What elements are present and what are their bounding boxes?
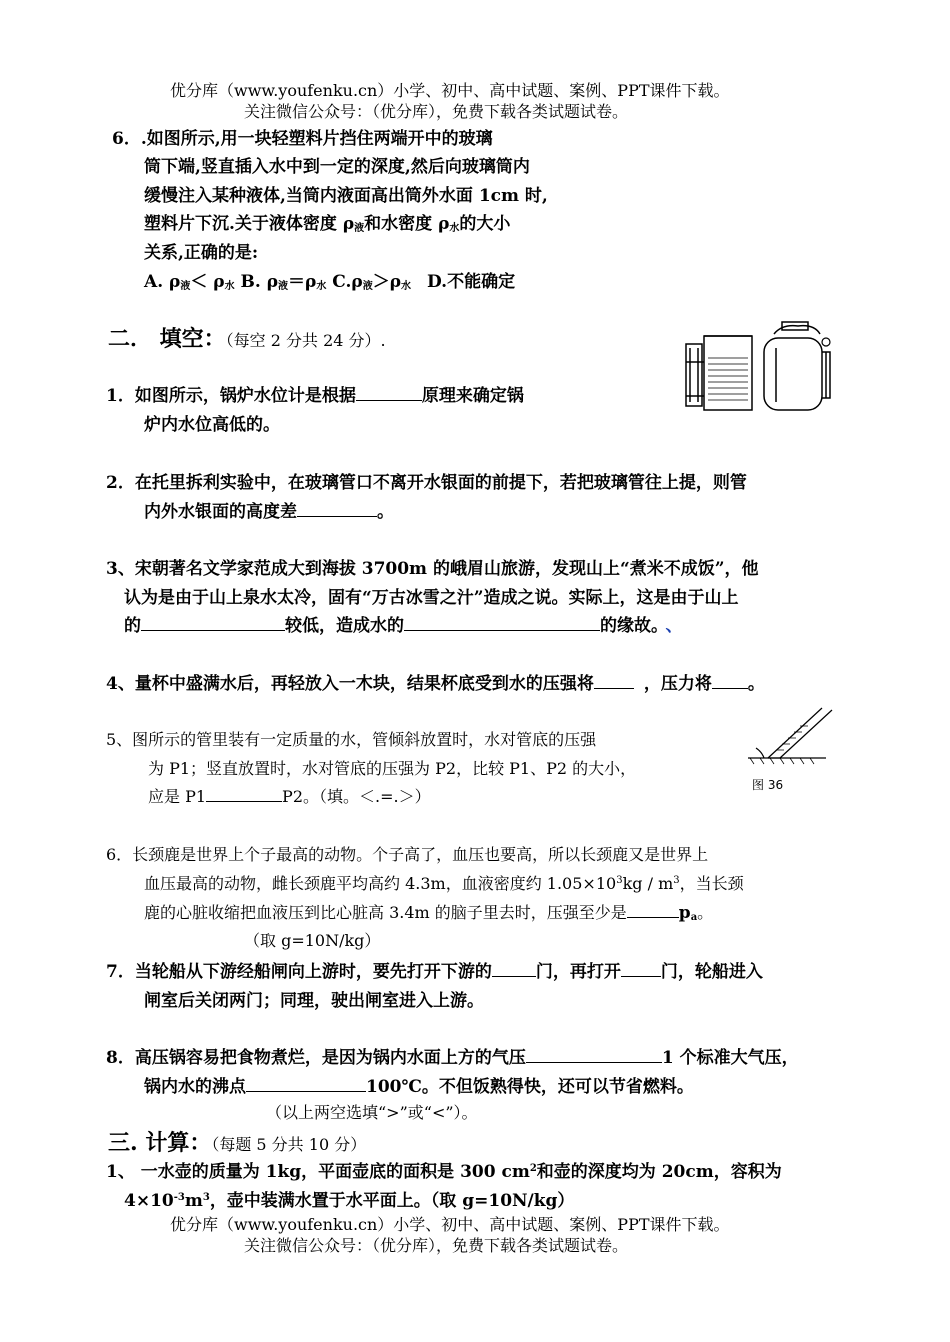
calc-1-line-1: 1、 一水壶的质量为 1kg，平面壶底的面积是 300 $cm^2$和壶的深度均为 20cm，容积为 — [106, 1162, 782, 1182]
q6-text: 的大小 — [459, 214, 511, 234]
fill-2-line-1: 2．在托里拆利实验中，在玻璃管口不离开水银面的前提下，若把玻璃管往上提，则管 — [106, 473, 747, 493]
boiler-water-gauge-figure — [682, 318, 834, 416]
header-line-1: 优分库（www.youfenku.cn）小学、初中、高中试题、案例、PPT课件下载。 — [170, 81, 730, 100]
q6-line-3: 缓慢注入某种液体,当筒内液面高出筒外水面 1cm 时, — [144, 186, 548, 206]
q6-line-1: 6．.如图所示,用一块轻塑料片挡住两端开中的玻璃 — [112, 129, 493, 149]
answer-blank[interactable] — [206, 787, 282, 802]
section-note: （每题 5 分共 10 分） — [211, 1135, 367, 1154]
answer-blank[interactable] — [297, 502, 377, 517]
q6-sub: 水 — [449, 223, 460, 234]
fill-7-line-1: 7．当轮船从下游经船闸向上游时，要先打开下游的 门，再打开 门，轮船进入 — [106, 962, 763, 982]
q6-sub: 液 — [354, 223, 365, 234]
fill-7-line-2: 闸室后关闭两门；同理，驶出闸室进入上游。 — [144, 991, 484, 1011]
q6-line-5: 关系,正确的是: — [144, 243, 259, 263]
answer-blank[interactable] — [526, 1048, 662, 1063]
fill-1-line-1: 1．如图所示，锅炉水位计是根据 原理来确定锅 — [106, 386, 524, 406]
fill-2-line-2: 内外水银面的高度差 。 — [144, 502, 394, 522]
fill-6-line-4: （取 g=10N/kg） — [244, 931, 381, 950]
q6-text: 塑料片下沉.关于液体密度 ρ — [144, 214, 355, 234]
option-d: D.不能确定 — [427, 272, 516, 292]
option-c: $C.\rho_液>\rho_水$ — [326, 272, 412, 292]
footer-line-1: 优分库（www.youfenku.cn）小学、初中、高中试题、案例、PPT课件下载。 — [170, 1215, 730, 1234]
fill-8-line-1: 8．高压锅容易把食物煮烂，是因为锅内水面上方的气压 1 个标准大气压， — [106, 1048, 799, 1068]
fill-5-line-1: 5、图所示的管里装有一定质量的水，管倾斜放置时，水对管底的压强 — [106, 730, 597, 749]
answer-blank[interactable] — [404, 616, 600, 631]
section-title: 三. 计算： — [108, 1130, 212, 1156]
answer-blank[interactable] — [356, 386, 422, 401]
answer-blank[interactable] — [712, 674, 748, 689]
fill-1-line-2: 炉内水位高低的。 — [144, 415, 280, 435]
fill-3-line-1: 3、宋朝著名文学家范成大到海拔 3700m 的峨眉山旅游，发现山上“煮米不成饭”，他 — [106, 559, 759, 579]
fill-8-line-2: 锅内水的沸点 100℃。不但饭熟得快，还可以节省燃料。 — [144, 1077, 694, 1097]
fill-4-line: 4、量杯中盛满水后，再轻放入一木块，结果杯底受到水的压强将 ，压力将 。 — [106, 674, 765, 694]
q6-options — [144, 267, 515, 292]
fill-5-line-2: 为 P1；竖直放置时，水对管底的压强为 P2，比较 P1、P2 的大小， — [148, 759, 637, 778]
answer-blank[interactable] — [594, 674, 634, 689]
answer-blank[interactable] — [492, 962, 536, 977]
q6-line-2: 筒下端,竖直插入水中到一定的深度,然后向玻璃筒内 — [144, 157, 530, 177]
calc-1-line-2: $4\times 10^{-3}m^3$，壶中装满水置于水平面上。（取 g=10N/kg） — [124, 1191, 575, 1211]
figure-36-label: 图 36 — [752, 778, 784, 792]
answer-blank[interactable] — [246, 1077, 366, 1092]
section-note: （每空 2 分共 24 分）. — [225, 331, 386, 350]
answer-blank[interactable] — [621, 962, 661, 977]
footer-line-2: 关注微信公众号：（优分库），免费下载各类试题试卷。 — [244, 1236, 629, 1255]
fill-8-line-3: （以上两空选填“>”或“<”）。 — [266, 1103, 478, 1122]
header-line-2: 关注微信公众号：（优分库），免费下载各类试题试卷。 — [244, 102, 629, 121]
section-3-heading — [108, 1126, 366, 1157]
fill-3-line-3: 的 较低，造成水的 的缘故。 、 — [124, 616, 683, 636]
section-title: 二． 填空： — [108, 326, 226, 352]
q6-line-4 — [144, 209, 510, 234]
fill-3-line-2: 认为是由于山上泉水太冷，固有“万古冰雪之汁”造成之说。实际上，这是由于山上 — [124, 588, 739, 608]
section-2-heading — [108, 322, 386, 353]
option-b: B. $\rho_液=\rho_水$ — [234, 272, 327, 292]
q6-text: 和水密度 ρ — [364, 214, 450, 234]
answer-blank[interactable] — [141, 616, 285, 631]
tilted-tube-figure — [746, 706, 836, 768]
fill-6-line-2: 血压最高的动物，雌长颈鹿平均高约 4.3m，血液密度约 $1.05\times 10^3kg / m^3$，当长颈 — [144, 874, 744, 893]
option-a: A. $\rho_液< \rho_水$ — [144, 272, 235, 292]
fill-5-line-3: 应是 P1 P2。（填。＜.=.＞） — [148, 787, 431, 806]
fill-6-line-3: 鹿的心脏收缩把血液压到比心脏高 3.4m 的脑子里去时，压强至少是 $p_a$。 — [144, 903, 714, 923]
answer-blank[interactable] — [627, 903, 679, 918]
fill-6-line-1: 6．长颈鹿是世界上个子最高的动物。个子高了，血压也要高，所以长颈鹿又是世界上 — [106, 845, 709, 864]
